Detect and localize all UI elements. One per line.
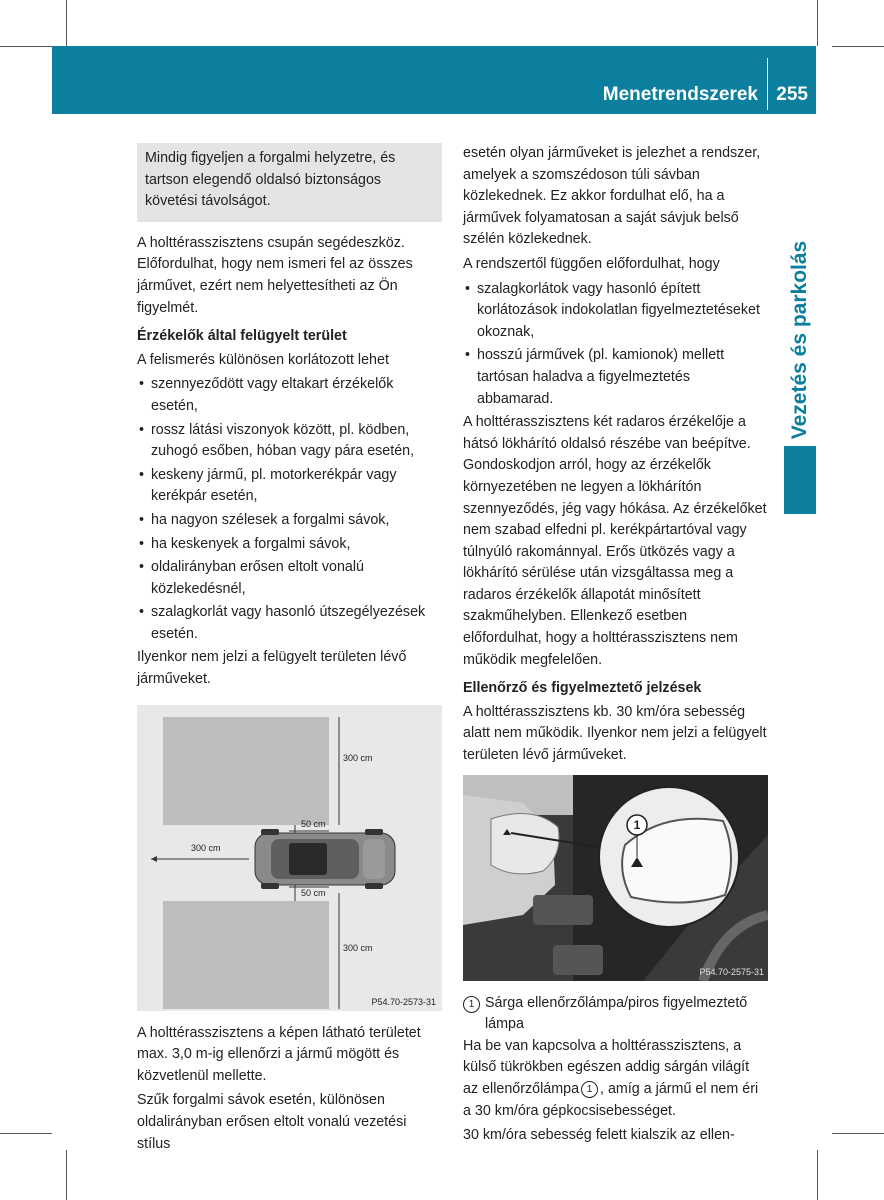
- paragraph: [463, 1036, 768, 1122]
- mirror-graphic: [463, 775, 768, 981]
- mirror-photo: [463, 775, 768, 981]
- header-divider: [767, 58, 768, 110]
- list-item: • hosszú járművek (pl. kamionok) mellett tartósan haladva a figyelmeztetés abbamarad.: [463, 345, 768, 410]
- legend-text: Sárga ellenőrzőlámpa/piros figyelmeztető lámpa: [485, 994, 748, 1033]
- figure-code: P54.70-2575-31: [699, 966, 764, 977]
- monitored-zone-top: [163, 717, 329, 825]
- paragraph-text: Ha be van kapcsolva a holttérasszisztens, a külső tükrökben egészen addig sárgán világít az ellenőrzőlámpa: [463, 1037, 750, 1097]
- right-column: [463, 143, 768, 1150]
- diagram-graphic: [137, 705, 442, 1011]
- paragraph-text: , amíg a jármű el nem éri a 30 km/óra gépkocsisebességet.: [463, 1081, 759, 1119]
- callout-reference: 1: [581, 1081, 598, 1098]
- paragraph: A holttérasszisztens csupán segédeszköz. Előfordulhat, hogy nem ismeri fel az összes járművet, ezért nem helyettesítheti az Ön figyelmét.: [137, 234, 413, 316]
- crop-mark: [0, 46, 52, 47]
- figure-code: P54.70-2573-31: [371, 996, 436, 1007]
- monitored-zone-bottom: [163, 901, 329, 1009]
- dimension-label: 300 cm: [343, 752, 373, 763]
- list-item: • szennyeződött vagy eltakart érzékelők esetén,: [137, 374, 442, 417]
- crop-mark: [832, 46, 884, 47]
- list-item: • oldalirányban erősen eltolt vonalú közlekedésnél,: [137, 557, 442, 600]
- page-number: 255: [776, 84, 808, 105]
- paragraph: esetén olyan járműveket is jelezhet a rendszer, amelyek a szomszédoson túli sávban közlekednek. Ez akkor fordulhat elő, ha a járművek folyamatosan a saját sávjuk belső szélén közlekednek.: [463, 145, 761, 248]
- crop-mark: [66, 0, 67, 46]
- left-column: [137, 143, 442, 1158]
- warning-note: Mindig figyeljen a forgalmi helyzetre, és tartson elegendő oldalsó biztonságos követési távolságot.: [137, 143, 442, 222]
- paragraph: Ilyenkor nem jelzi a felügyelt területen lévő járműveket.: [137, 649, 407, 688]
- section-title: Menetrendszerek: [602, 84, 758, 105]
- list-item: • keskeny jármű, pl. motorkerékpár vagy kerékpár esetén,: [137, 465, 442, 508]
- dimension-label: 50 cm: [301, 887, 326, 898]
- car-topview-icon: [255, 829, 395, 889]
- section-heading: Érzékelők által felügyelt terület: [137, 328, 347, 345]
- list-item: • szalagkorlát vagy hasonló útszegélyezések esetén.: [137, 602, 442, 645]
- list-item: • szalagkorlátok vagy hasonló épített korlátozások indokolatlan figyelmeztetéseket okoznak,: [463, 279, 768, 344]
- dimension-label: 300 cm: [191, 842, 221, 853]
- callout-number: 1: [633, 817, 641, 832]
- figure-legend: [463, 993, 768, 1036]
- monitored-area-diagram: [137, 705, 442, 1011]
- crop-mark: [66, 1150, 67, 1200]
- crop-mark: [0, 1133, 52, 1134]
- list-item: • rossz látási viszonyok között, pl. ködben, zuhogó esőben, hóban vagy pára esetén,: [137, 420, 442, 463]
- limitations-list: [137, 374, 442, 645]
- dimension-label: 50 cm: [301, 818, 326, 829]
- legend-number: 1: [463, 996, 480, 1013]
- crop-mark: [817, 1150, 818, 1200]
- chapter-label: Vezetés és parkolás: [788, 240, 811, 440]
- paragraph: Szűk forgalmi sávok esetén, különösen oldalirányban erősen eltolt vonalú vezetési stílus: [137, 1092, 407, 1152]
- paragraph: A holttérasszisztens két radaros érzékelője a hátsó lökhárító oldalsó részébe van beépítve. Gondoskodjon arról, hogy az érzékelők környezetében ne legyen a lökhárítón szennyeződés, jég vagy hókása. Az érzékelőket nem szabad elfedni pl. kerékpártartóval vagy túlnyúló rakománnyal. Erős ütközés vagy a lökhárító sérülése után vizsgáltassa meg a radaros érzékelők állapotát minősített szakműhelyben. Ellenkező esetben előfordulhat, hogy a holttérasszisztens nem működik megfelelően.: [463, 414, 767, 668]
- crop-mark: [832, 1133, 884, 1134]
- paragraph: A holttérasszisztens kb. 30 km/óra sebesség alatt nem működik. Ilyenkor nem jelzi a felügyelt területen lévő járműveket.: [463, 703, 767, 764]
- page-header: [52, 46, 816, 114]
- paragraph: A felismerés különösen korlátozott lehet: [137, 351, 389, 368]
- dimension-label: 300 cm: [343, 942, 373, 953]
- paragraph: A rendszertől függően előfordulhat, hogy: [463, 255, 720, 272]
- system-list: [463, 279, 768, 411]
- chapter-tab: [784, 446, 816, 514]
- paragraph: A holttérasszisztens a képen látható területet max. 3,0 m-ig ellenőrzi a jármű mögött és közvetlenül mellette.: [137, 1024, 421, 1084]
- section-heading: Ellenőrző és figyelmeztető jelzések: [463, 680, 702, 697]
- paragraph: 30 km/óra sebesség felett kialszik az ellen-: [463, 1127, 735, 1144]
- list-item: • ha nagyon szélesek a forgalmi sávok,: [137, 510, 442, 532]
- crop-mark: [817, 0, 818, 46]
- list-item: • ha keskenyek a forgalmi sávok,: [137, 534, 442, 556]
